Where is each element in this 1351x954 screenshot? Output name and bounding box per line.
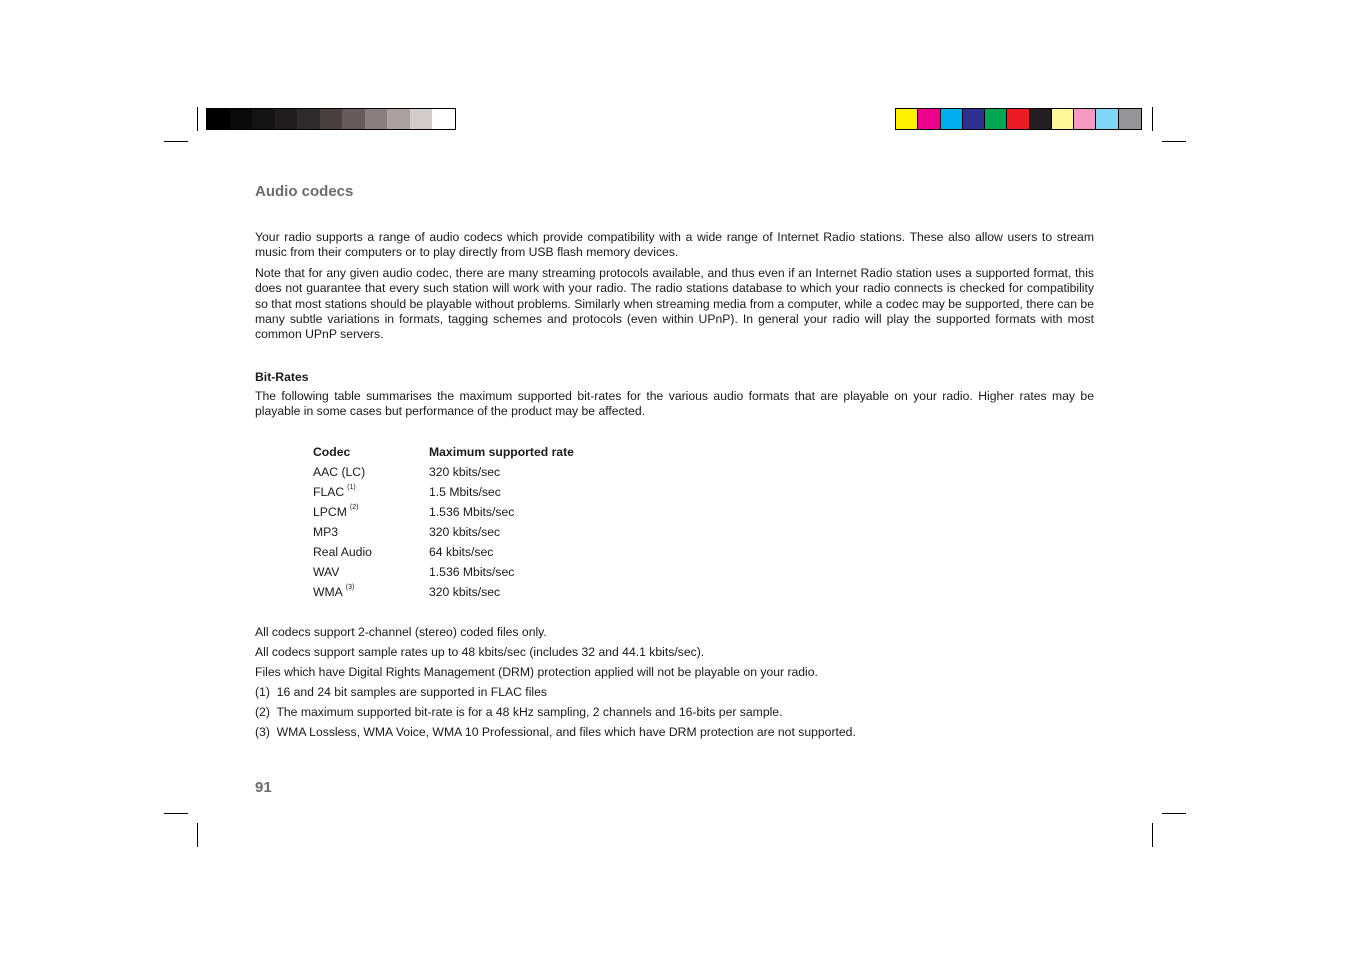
page-number: 91 — [255, 779, 272, 796]
gray-swatch — [207, 109, 230, 129]
color-swatch — [963, 109, 985, 129]
crop-mark — [164, 813, 188, 814]
table-row — [313, 542, 574, 562]
color-calibration-bar — [895, 108, 1142, 130]
footnote-marker: (1) — [347, 484, 356, 492]
footnote-marker: (3) — [345, 584, 355, 592]
gray-swatch — [230, 109, 253, 129]
color-swatch — [896, 109, 918, 129]
crop-mark — [1162, 141, 1186, 142]
crop-mark — [1152, 823, 1153, 847]
page-content — [255, 182, 1094, 742]
codec-name: Real Audio — [313, 544, 372, 559]
gray-swatch — [275, 109, 298, 129]
gray-swatch — [365, 109, 388, 129]
color-swatch — [1052, 109, 1074, 129]
codec-cell — [313, 502, 429, 522]
codec-name: WAV — [313, 564, 340, 579]
table-row — [313, 482, 574, 502]
rate-cell: 64 kbits/sec — [429, 544, 494, 559]
rate-cell: 1.5 Mbits/sec — [429, 484, 501, 499]
crop-mark — [164, 141, 188, 142]
bitrates-heading: Bit-Rates — [255, 369, 309, 384]
rate-cell: 1.536 Mbits/sec — [429, 504, 515, 519]
rate-cell: 320 kbits/sec — [429, 464, 501, 479]
codec-name: LPCM — [313, 504, 347, 519]
rate-cell: 1.536 Mbits/sec — [429, 564, 515, 579]
color-swatch — [985, 109, 1007, 129]
color-swatch — [941, 109, 963, 129]
table-row — [313, 462, 574, 482]
crop-mark — [197, 823, 198, 847]
codec-name: AAC (LC) — [313, 464, 366, 479]
color-swatch — [918, 109, 940, 129]
intro-paragraph: Note that for any given audio codec, there are many streaming protocols available, and thus even if an Internet Radio station uses a supported format, this does not guarantee that every such station will work with your radio. The radio stations database to which your radio connects is checked for compatibility so that most stations should be playable without problems. Similarly when streaming media from a computer, while a codec may be supported, there can be many subtle variations in formats, tagging schemes and protocols (even within UPnP). In general your radio will play the supported formats with most common UPnP servers. — [255, 265, 1094, 342]
codec-name: MP3 — [313, 524, 339, 539]
codec-cell — [313, 462, 429, 482]
crop-mark — [1152, 107, 1153, 131]
codec-cell — [313, 562, 429, 582]
note-line: (1) 16 and 24 bit samples are supported in FLAC files — [255, 684, 547, 699]
codec-cell — [313, 482, 429, 502]
gray-swatch — [297, 109, 320, 129]
table-row — [313, 502, 574, 522]
codec-column-header: Codec — [313, 444, 351, 459]
notes-list — [255, 622, 1094, 742]
color-swatch — [1030, 109, 1052, 129]
footnote-marker: (2) — [349, 504, 359, 512]
table-row — [313, 522, 574, 542]
crop-mark — [197, 107, 198, 131]
codec-cell — [313, 542, 429, 562]
table-row — [313, 562, 574, 582]
codec-name: FLAC — [313, 484, 345, 499]
color-swatch — [1074, 109, 1096, 129]
grayscale-calibration-bar — [206, 108, 456, 130]
note-line: (2) The maximum supported bit-rate is for a 48 kHz sampling, 2 channels and 16-bits per sample. — [255, 704, 783, 719]
gray-swatch — [410, 109, 433, 129]
table-row — [313, 582, 574, 602]
rate-cell: 320 kbits/sec — [429, 524, 501, 539]
codec-name: WMA — [313, 584, 343, 599]
codec-cell — [313, 582, 429, 602]
gray-swatch — [342, 109, 365, 129]
page-title: Audio codecs — [255, 183, 354, 200]
bitrate-table — [313, 442, 574, 602]
color-swatch — [1096, 109, 1118, 129]
rate-cell: 320 kbits/sec — [429, 584, 501, 599]
intro-paragraph: Your radio supports a range of audio codecs which provide compatibility with a wide range of Internet Radio stations. These also allow users to stream music from their computers or to play directly from USB flash memory devices. — [255, 230, 1094, 260]
codec-cell — [313, 522, 429, 542]
note-line: Files which have Digital Rights Management (DRM) protection applied will not be playable on your radio. — [255, 664, 818, 679]
gray-swatch — [252, 109, 275, 129]
note-line: All codecs support sample rates up to 48 kbits/sec (includes 32 and 44.1 kbits/sec). — [255, 644, 705, 659]
note-line: (3) WMA Lossless, WMA Voice, WMA 10 Professional, and files which have DRM protection are not supported. — [255, 724, 856, 739]
color-swatch — [1007, 109, 1029, 129]
rate-column-header: Maximum supported rate — [429, 444, 574, 459]
bitrates-paragraph: The following table summarises the maximum supported bit-rates for the various audio formats that are playable on your radio. Higher rates may be playable in some cases but performance of the product may be affected. — [255, 388, 1094, 419]
table-header-row — [313, 442, 574, 462]
note-line: All codecs support 2-channel (stereo) coded files only. — [255, 624, 547, 639]
color-swatch — [1119, 109, 1141, 129]
crop-mark — [1162, 813, 1186, 814]
gray-swatch — [432, 109, 455, 129]
gray-swatch — [320, 109, 343, 129]
gray-swatch — [387, 109, 410, 129]
